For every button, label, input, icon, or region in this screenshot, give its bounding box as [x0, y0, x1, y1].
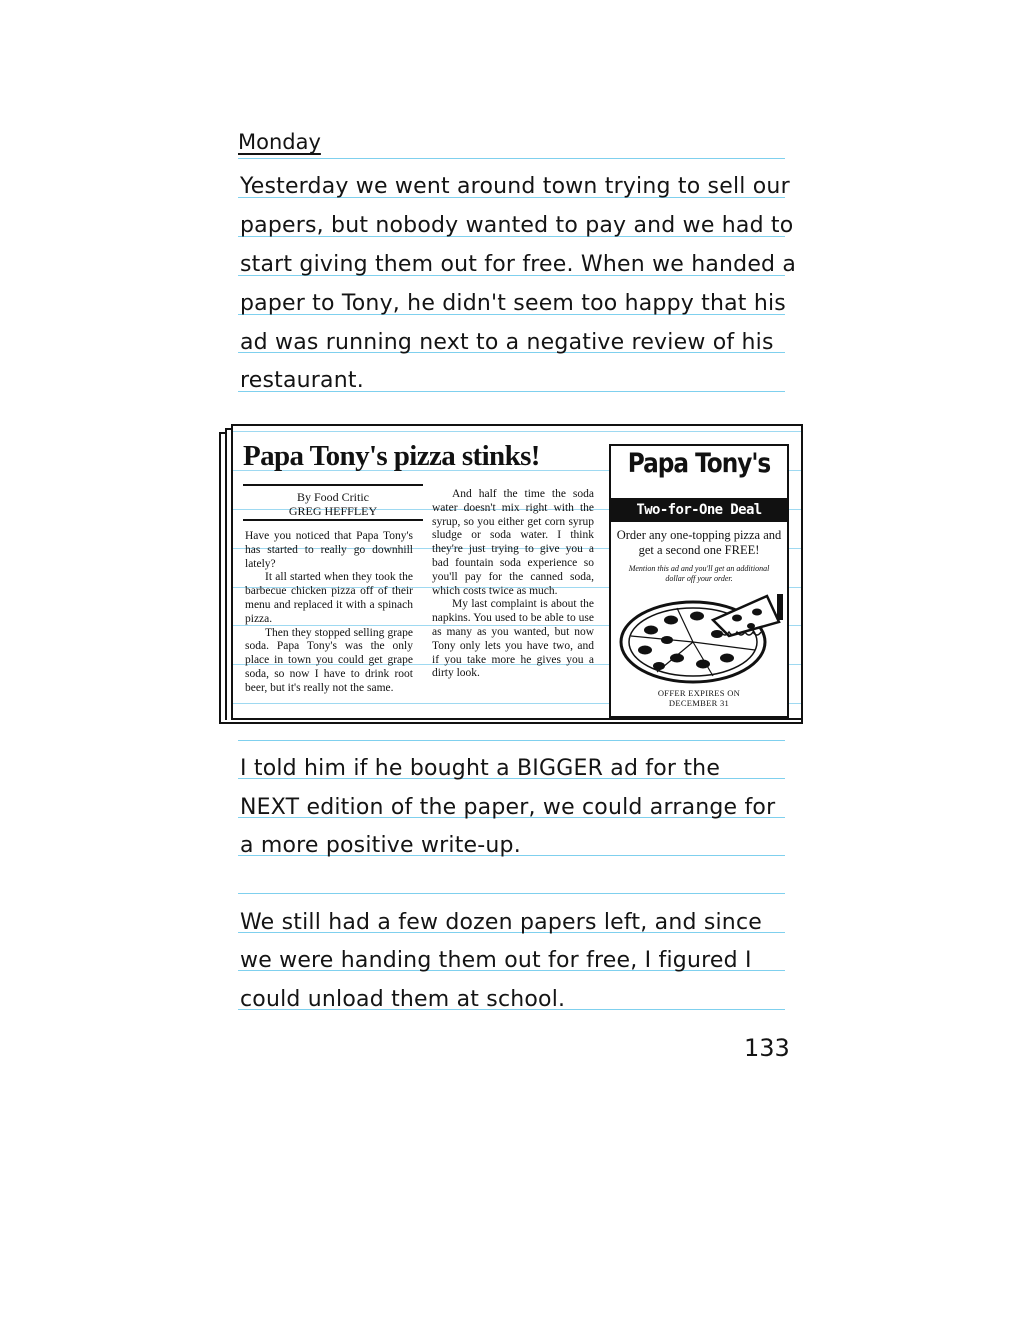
- byline-name: GREG HEFFLEY: [288, 504, 378, 518]
- ad-mention: Mention this ad and you'll get an additional dollar off your order.: [628, 564, 770, 583]
- newspaper-clipping: [231, 424, 803, 720]
- page-number: 133: [744, 1034, 790, 1062]
- ruled-line: [238, 740, 785, 741]
- ad-title: Papa Tony's: [627, 448, 771, 479]
- paragraph1-line: Yesterday we went around town trying to sell our: [240, 174, 790, 199]
- ruled-line: [233, 431, 801, 432]
- papa-tonys-ad: [609, 444, 789, 718]
- byline-divider: [243, 519, 423, 521]
- ad-expires-date: DECEMBER 31: [668, 698, 730, 708]
- paragraph1-line: papers, but nobody wanted to pay and we had to: [240, 213, 794, 238]
- paragraph3-line: could unload them at school.: [240, 987, 566, 1012]
- ad-deal-banner: Two-for-One Deal: [611, 498, 787, 522]
- paragraph2-line: a more positive write-up.: [240, 833, 521, 858]
- paragraph1-line: start giving them out for free. When we handed a: [240, 252, 797, 277]
- article-paragraph: It all started when they took the barbecue chicken pizza off of their menu and replaced it with a spinach pizza.: [245, 571, 413, 625]
- article-column-1: [245, 530, 413, 696]
- ruled-line: [238, 158, 785, 159]
- paragraph1-line: paper to Tony, he didn't seem too happy that his: [240, 291, 786, 316]
- article-column-2: [432, 488, 594, 681]
- paragraph2-line: I told him if he bought a BIGGER ad for the: [240, 756, 721, 781]
- paragraph2-line: NEXT edition of the paper, we could arrange for: [240, 795, 776, 820]
- ad-offer: Order any one-topping pizza and get a second one FREE!: [616, 528, 782, 557]
- paragraph1-line: restaurant.: [240, 368, 364, 393]
- pizza-icon: [617, 592, 783, 688]
- article-paragraph: Have you noticed that Papa Tony's has started to really go downhill lately?: [245, 530, 413, 570]
- article-paragraph: My last complaint is about the napkins. You used to be able to use as many as you wanted, but now Tony only lets you have two, and if you take more he gives you a dirty look.: [432, 598, 594, 680]
- paragraph3-line: We still had a few dozen papers left, and since: [240, 910, 762, 935]
- article-paragraph: And half the time the soda water doesn't mix right with the syrup, so you either get corn syrup sludge or soda water. I think they're just trying to give you a bad fountain soda experience so you'll pay for the canned soda, which costs twice as much.: [432, 488, 594, 597]
- byline-divider: [243, 484, 423, 486]
- newspaper-headline: Papa Tony's pizza stinks!: [243, 440, 540, 472]
- ad-expiration: [611, 688, 787, 708]
- paragraph3-line: we were handing them out for free, I figured I: [240, 948, 752, 973]
- ruled-line: [238, 893, 785, 894]
- article-paragraph: Then they stopped selling grape soda. Papa Tony's was the only place in town you could get grape soda, so now I have to drink root beer, but it's really not the same.: [245, 626, 413, 694]
- byline-label: By Food Critic: [296, 490, 369, 504]
- ad-expires-label: OFFER EXPIRES ON: [657, 688, 741, 698]
- diary-heading: Monday: [238, 130, 321, 154]
- paragraph1-line: ad was running next to a negative review of his: [240, 330, 774, 355]
- byline: [243, 490, 423, 518]
